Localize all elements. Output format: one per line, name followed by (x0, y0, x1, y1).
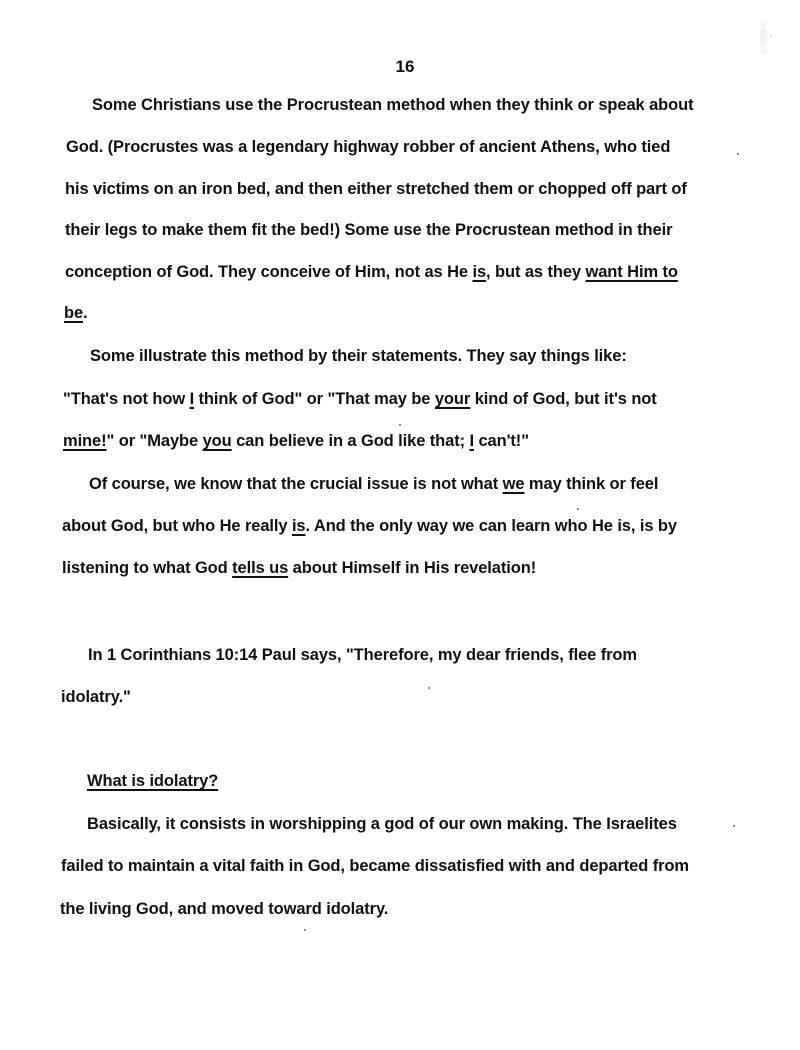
emphasis-underlined: tells us (232, 559, 289, 577)
paragraph-1-line-6 (64, 304, 88, 323)
paragraph-2-line-1: Some illustrate this method by their statements. They say things like: (90, 347, 627, 365)
paragraph-5-line-2: failed to maintain a vital faith in God, became dissatisfied with and departed from (61, 857, 689, 875)
text-run: listening to what God (62, 559, 233, 577)
emphasis-underlined: we (502, 475, 525, 493)
text-run: can believe in a God like that; (231, 432, 470, 450)
paragraph-4-line-1: In 1 Corinthians 10:14 Paul says, "Therefore, my dear friends, flee from (88, 646, 637, 664)
paragraph-3-line-1 (89, 475, 658, 494)
text-run: . (83, 304, 88, 322)
text-run: about Himself in His revelation! (288, 559, 537, 577)
emphasis-underlined: your (434, 390, 471, 408)
emphasis-underlined: want Him to (585, 263, 678, 281)
scan-speck (304, 929, 306, 931)
paragraph-3-line-3 (62, 559, 536, 578)
scan-speck (737, 153, 739, 155)
emphasis-underlined: is (291, 517, 306, 535)
text-run: conception of God. They conceive of Him, not as He (65, 263, 473, 281)
text-run: about God, but who He really (62, 517, 292, 535)
emphasis-underlined: mine! (63, 432, 107, 450)
paragraph-1-line-2: God. (Procrustes was a legendary highway robber of ancient Athens, who tied (66, 138, 671, 156)
paragraph-4-line-2: idolatry." (61, 688, 131, 706)
paragraph-1-line-3: his victims on an iron bed, and then either stretched them or chopped off part of (65, 180, 687, 198)
scan-speck (733, 825, 735, 827)
text-run: think of God" or "That may be (194, 390, 435, 408)
paragraph-3-line-2 (62, 517, 677, 536)
scan-artifact: ░ ▒ · ░ (760, 20, 774, 53)
emphasis-underlined: you (202, 432, 232, 450)
scan-speck (577, 508, 579, 510)
emphasis-underlined: I (189, 390, 195, 408)
emphasis-underlined: be (64, 304, 84, 322)
text-run: Of course, we know that the crucial issue is not what (89, 475, 503, 493)
paragraph-5-line-1: Basically, it consists in worshipping a god of our own making. The Israelites (87, 815, 677, 833)
paragraph-1-line-4: their legs to make them fit the bed!) Some use the Procrustean method in their (65, 221, 673, 239)
text-run: kind of God, but it's not (470, 390, 657, 408)
text-run: , but as they (486, 263, 586, 281)
page-number: 16 (395, 57, 415, 76)
paragraph-2-line-2 (63, 390, 657, 409)
paragraph-1-line-5 (65, 263, 678, 282)
text-run: may think or feel (524, 475, 659, 493)
scan-speck (428, 687, 430, 689)
paragraph-2-line-3 (63, 432, 529, 451)
emphasis-underlined: is (472, 263, 487, 281)
section-heading: What is idolatry? (87, 772, 219, 790)
paragraph-5-line-3: the living God, and moved toward idolatry. (60, 900, 389, 918)
text-run: can't!" (473, 432, 529, 450)
paragraph-1-line-1: Some Christians use the Procrustean method when they think or speak about (92, 96, 694, 114)
text-run: " or "Maybe (106, 432, 203, 450)
text-run: "That's not how (63, 390, 190, 408)
scan-speck (399, 424, 401, 426)
emphasis-underlined: I (469, 432, 474, 450)
text-run: . And the only way we can learn who He is, is by (305, 517, 677, 535)
